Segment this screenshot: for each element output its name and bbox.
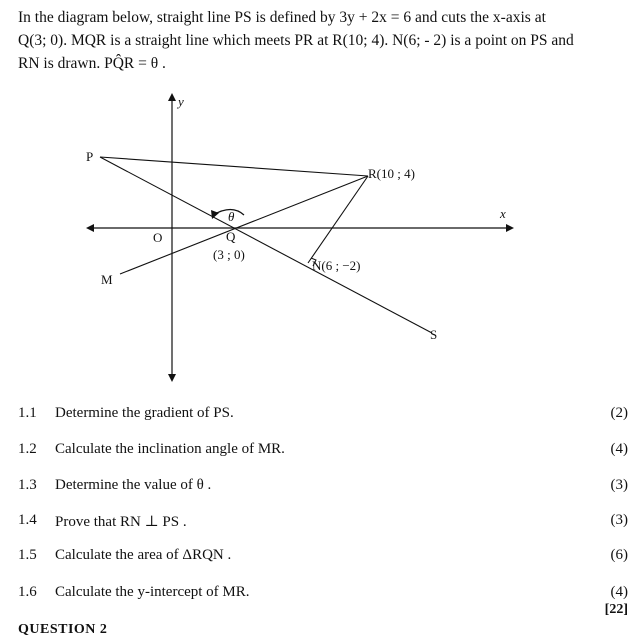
- origin-label: O: [153, 230, 163, 245]
- question-marks: (6): [610, 547, 628, 563]
- theta-label: θ: [228, 209, 235, 224]
- point-p-label: P: [86, 149, 94, 164]
- question-text: Calculate the area of ΔRQN .: [55, 547, 232, 563]
- question-marks: (4): [610, 584, 628, 600]
- question-number: 1.4: [18, 512, 37, 528]
- next-question-heading: QUESTION 2: [18, 622, 108, 637]
- question-number: 1.5: [18, 547, 37, 563]
- x-axis-left-arrow: [86, 224, 94, 232]
- line-pr: [100, 157, 368, 176]
- question-marks: (3): [610, 477, 628, 493]
- point-s-label: S: [430, 327, 438, 342]
- question-marks: (4): [610, 441, 628, 457]
- y-axis-label: y: [178, 94, 184, 109]
- point-r-label: R(10 ; 4): [368, 166, 415, 181]
- question-text: Calculate the inclination angle of MR.: [55, 441, 285, 457]
- intro-line-3: RN is drawn. PQ̂R = θ .: [18, 55, 166, 72]
- question-marks: (2): [610, 405, 628, 421]
- question-text: Determine the gradient of PS.: [55, 405, 234, 421]
- point-q-label: Q: [226, 229, 236, 244]
- point-m-label: M: [101, 272, 113, 287]
- y-axis-bottom-arrow: [168, 374, 176, 382]
- question-number: 1.2: [18, 441, 37, 457]
- question-text: Determine the value of θ .: [55, 477, 212, 493]
- total-marks: [22]: [604, 602, 628, 617]
- intro-line-1: In the diagram below, straight line PS is defined by 3y + 2x = 6 and cuts the x-axis at: [18, 9, 546, 26]
- x-axis-label: x: [500, 206, 506, 221]
- intro-line-2: Q(3; 0). MQR is a straight line which meets PR at R(10; 4). N(6; - 2) is a point on PS and: [18, 32, 574, 49]
- question-number: 1.6: [18, 584, 37, 600]
- question-text: Prove that RN ⊥ PS .: [55, 514, 187, 530]
- question-text: Calculate the y-intercept of MR.: [55, 584, 250, 600]
- q-coordinates-label: (3 ; 0): [213, 247, 245, 262]
- line-rn: [308, 176, 368, 263]
- question-number: 1.3: [18, 477, 37, 493]
- point-n-label: N(6 ; −2): [312, 258, 361, 273]
- line-ps: [100, 157, 432, 333]
- question-number: 1.1: [18, 405, 37, 421]
- question-marks: (3): [610, 512, 628, 528]
